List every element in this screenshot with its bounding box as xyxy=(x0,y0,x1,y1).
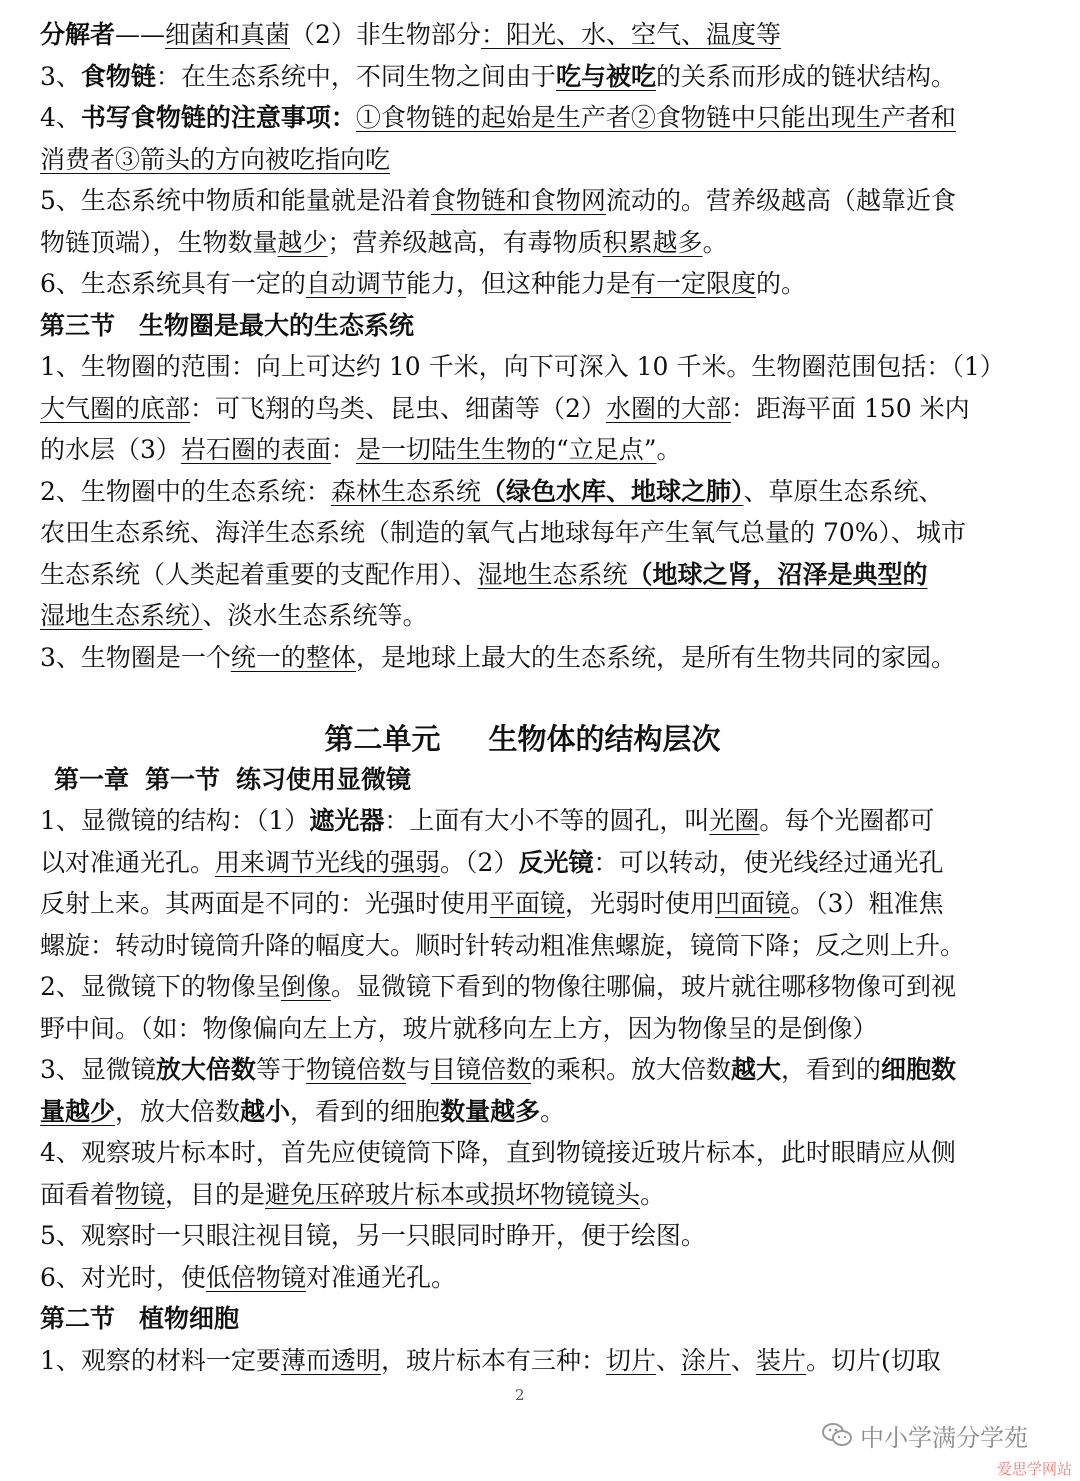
text: 的水层（3） xyxy=(40,435,181,464)
item-self-regulation xyxy=(40,263,1005,305)
item-observation-material xyxy=(40,1340,1005,1382)
text: 。每个光圈都可 xyxy=(759,806,935,835)
text: 。切片(切取 xyxy=(806,1345,941,1375)
text: ，目的是 xyxy=(165,1179,266,1209)
term-eat: 吃与被吃 xyxy=(555,61,656,91)
text: 反射上来。其两面是不同的：光强时使用 xyxy=(40,889,491,918)
section-number: 第三节 xyxy=(40,310,116,340)
text: 1、显微镜的结构：（1） xyxy=(40,806,310,835)
item-biosphere-range xyxy=(40,346,1005,471)
text: 。 xyxy=(702,227,728,257)
text: ，光弱时使用 xyxy=(565,889,716,918)
underlined-text: 避免压碎玻片标本或损坏物镜镜头 xyxy=(265,1179,641,1209)
term-notes: 书写食物链的注意事项： xyxy=(80,103,356,132)
underlined-text: 大气圈的底部 xyxy=(40,393,191,423)
text: ：可以转动，使光线经过通光孔 xyxy=(593,847,944,877)
text: 6、生态系统具有一定的 xyxy=(40,269,306,298)
underlined-text: 自动调节 xyxy=(305,269,406,298)
term-food-chain: 食物链 xyxy=(80,61,156,91)
text: 。 xyxy=(540,1096,566,1126)
underlined-bacteria-fungi: 细菌和真菌 xyxy=(165,20,291,49)
underlined-bold-text: （绿色水库、地球之肺） xyxy=(480,476,744,506)
separator: 、 xyxy=(731,1345,757,1375)
term-diaphragm: 遮光器 xyxy=(309,806,385,835)
document-page xyxy=(40,14,1005,1381)
item-food-chain xyxy=(40,56,1005,98)
text: 野中间。（如：物像偏向左上方，玻片就移向左上方，因为物像呈的是倒像） xyxy=(40,1013,878,1043)
text: 。（3）粗准焦 xyxy=(790,889,944,918)
item-number: 3、 xyxy=(40,61,81,91)
wechat-icon xyxy=(822,1422,852,1448)
watermark xyxy=(822,1418,1028,1452)
chapter-title xyxy=(54,760,1005,800)
text: 的关系而形成的链状结构。 xyxy=(655,61,956,91)
chapter-number: 第一章 xyxy=(54,765,130,794)
text: 等于 xyxy=(255,1055,306,1084)
text: 物链顶端），生物数量 xyxy=(40,227,278,257)
item-eyes-open xyxy=(40,1215,1005,1257)
term-mirror: 反光镜 xyxy=(518,847,594,877)
text: ：在生态系统中，不同生物之间由于 xyxy=(155,61,556,91)
separator: 、 xyxy=(655,1345,681,1375)
underlined-text: 平面镜 xyxy=(490,889,566,918)
underlined-bold-text: （地球之肾，沼泽是典型的 xyxy=(627,559,928,589)
underlined-text: 积累越多 xyxy=(602,227,703,257)
text: 、草原生态系统、 xyxy=(743,476,944,506)
text: 3、显微镜 xyxy=(40,1055,156,1084)
text: ： xyxy=(330,435,356,464)
underlined-text: 低倍物镜 xyxy=(205,1262,306,1292)
text: ，是地球上最大的生态系统，是所有生物共同的家园。 xyxy=(355,642,956,672)
underlined-text: 湿地生态系统） xyxy=(40,601,203,630)
text: 的乘积。放大倍数 xyxy=(530,1055,731,1084)
text: ：上面有大小不等的圆孔，叫 xyxy=(384,806,710,835)
underlined-text: 物镜倍数 xyxy=(305,1055,406,1084)
text: 。 xyxy=(656,435,682,464)
corner-watermark: 爱思学网站 xyxy=(996,1460,1072,1478)
text: 1、生物圈的范围：向上可达约 10 千米，向下可深入 10 千米。生物圈范围包括：（1） xyxy=(40,352,1005,381)
text: 2、显微镜下的物像呈 xyxy=(40,972,281,1001)
underlined-text: 目镜倍数 xyxy=(430,1055,531,1084)
underlined-text: 倒像 xyxy=(280,972,331,1001)
unit-number: 第二单元 xyxy=(324,722,441,756)
text: 4、观察玻片标本时，首先应使镜筒下降，直到物镜接近玻片标本，此时眼睛应从侧 xyxy=(40,1138,956,1167)
item-food-chain-notes xyxy=(40,97,1005,180)
text: 对准通光孔。 xyxy=(305,1262,456,1292)
underlined-text: 凹面镜 xyxy=(715,889,791,918)
text: ，玻片标本有三种： xyxy=(380,1345,606,1375)
text: 农田生态系统、海洋生态系统（制造的氧气占地球每年产生氧气总量的 70%）、城市 xyxy=(40,518,967,547)
text: ，看到的细胞 xyxy=(290,1096,441,1126)
item-observe-slide xyxy=(40,1132,1005,1215)
text: 螺旋：转动时镜筒升降的幅度大。顺时针转动粗准焦螺旋，镜筒下降；反之则上升。 xyxy=(40,930,966,960)
dash: —— xyxy=(115,20,166,49)
underlined-text: 食物链和食物网 xyxy=(430,186,606,215)
underlined-text: 森林生态系统 xyxy=(330,476,481,506)
text: 2、生物圈中的生态系统： xyxy=(40,476,331,506)
term-decomposer: 分解者 xyxy=(40,20,116,49)
text: 以对准通光孔。 xyxy=(40,847,216,877)
bold-text: 越大 xyxy=(731,1055,782,1084)
decomposer-line xyxy=(40,14,1005,56)
text: ，放大倍数 xyxy=(115,1096,241,1126)
item-biosphere-ecosystems xyxy=(40,471,1005,637)
underlined-text: 是一切陆生生物的“立足点” xyxy=(355,435,657,464)
text: 流动的。营养级越高（越靠近食 xyxy=(605,186,956,215)
bold-text: 细胞数 xyxy=(881,1055,957,1084)
underlined-text: 装片 xyxy=(756,1345,807,1375)
text: 。 xyxy=(640,1179,666,1209)
item-biosphere-whole xyxy=(40,637,1005,679)
item-light-alignment xyxy=(40,1257,1005,1299)
underlined-text: 湿地生态系统 xyxy=(477,559,628,589)
text: 5、观察时一只眼注视目镜，另一只眼同时睁开，便于绘图。 xyxy=(40,1221,706,1250)
text: ，看到的 xyxy=(781,1055,882,1084)
watermark-text: 中小学满分学苑 xyxy=(860,1423,1028,1452)
text: 。（2） xyxy=(440,847,519,877)
bold-text: 数量越多 xyxy=(440,1096,541,1126)
section-name: 练习使用显微镜 xyxy=(236,765,412,794)
underlined-text: 用来调节光线的强弱 xyxy=(215,847,441,877)
section-name: 生物圈是最大的生态系统 xyxy=(139,310,415,340)
unit-title xyxy=(40,718,1005,760)
underlined-text: ①食物链的起始是生产者②食物链中只能出现生产者和 xyxy=(355,103,956,132)
item-magnification xyxy=(40,1049,1005,1132)
item-inverted-image xyxy=(40,966,1005,1049)
text: ；营养级越高，有毒物质 xyxy=(327,227,603,257)
section-number: 第一节 xyxy=(145,765,221,794)
underlined-text: 统一的整体 xyxy=(230,642,356,672)
item-microscope-structure xyxy=(40,800,1005,966)
text: ：可飞翔的鸟类、昆虫、细菌等（2） xyxy=(190,393,606,423)
underlined-text: 消费者③箭头的方向被吃指向吃 xyxy=(40,144,391,174)
text: 生态系统（人类起着重要的支配作用）、 xyxy=(40,559,478,589)
text: 。显微镜下看到的物像往哪偏，玻片就往哪移物像可到视 xyxy=(330,972,956,1001)
underlined-text: 切片 xyxy=(605,1345,656,1375)
section-title-plant-cell xyxy=(40,1298,1005,1340)
bold-text: 越小 xyxy=(240,1096,291,1126)
underlined-text: 越少 xyxy=(277,227,328,257)
underlined-text: 有一定限度 xyxy=(630,269,756,298)
section-name: 植物细胞 xyxy=(139,1304,240,1333)
text: 5、生态系统中物质和能量就是沿着 xyxy=(40,186,431,215)
page-number: 2 xyxy=(515,1386,525,1404)
underlined-text: 光圈 xyxy=(709,806,760,835)
text: （2）非生物部分 xyxy=(290,20,481,49)
unit-name: 生物体的结构层次 xyxy=(488,722,721,756)
section-number: 第二节 xyxy=(40,1304,116,1333)
text: 6、对光时，使 xyxy=(40,1262,206,1292)
section-title-biosphere xyxy=(40,305,1005,347)
underlined-text: 物镜 xyxy=(115,1179,166,1209)
bold-text: 放大倍数 xyxy=(155,1055,256,1084)
underlined-text: 涂片 xyxy=(680,1345,731,1375)
underlined-text: 岩石圈的表面 xyxy=(180,435,331,464)
text: 、淡水生态系统等。 xyxy=(202,601,428,630)
underlined-text: 水圈的大部 xyxy=(605,393,731,423)
underlined-bold-text: 量越少 xyxy=(40,1096,116,1126)
text: 与 xyxy=(405,1055,431,1084)
text: ：距海平面 150 米内 xyxy=(730,393,970,423)
text: 3、生物圈是一个 xyxy=(40,642,231,672)
text: 1、观察的材料一定要 xyxy=(40,1345,281,1375)
underlined-abiotic: ：阳光、水、空气、温度等 xyxy=(480,20,781,49)
item-energy-flow xyxy=(40,180,1005,263)
item-number: 4、 xyxy=(40,103,81,132)
text: 能力，但这种能力是 xyxy=(405,269,631,298)
text: 的。 xyxy=(755,269,806,298)
underlined-text: 薄而透明 xyxy=(280,1345,381,1375)
text: 面看着 xyxy=(40,1179,116,1209)
